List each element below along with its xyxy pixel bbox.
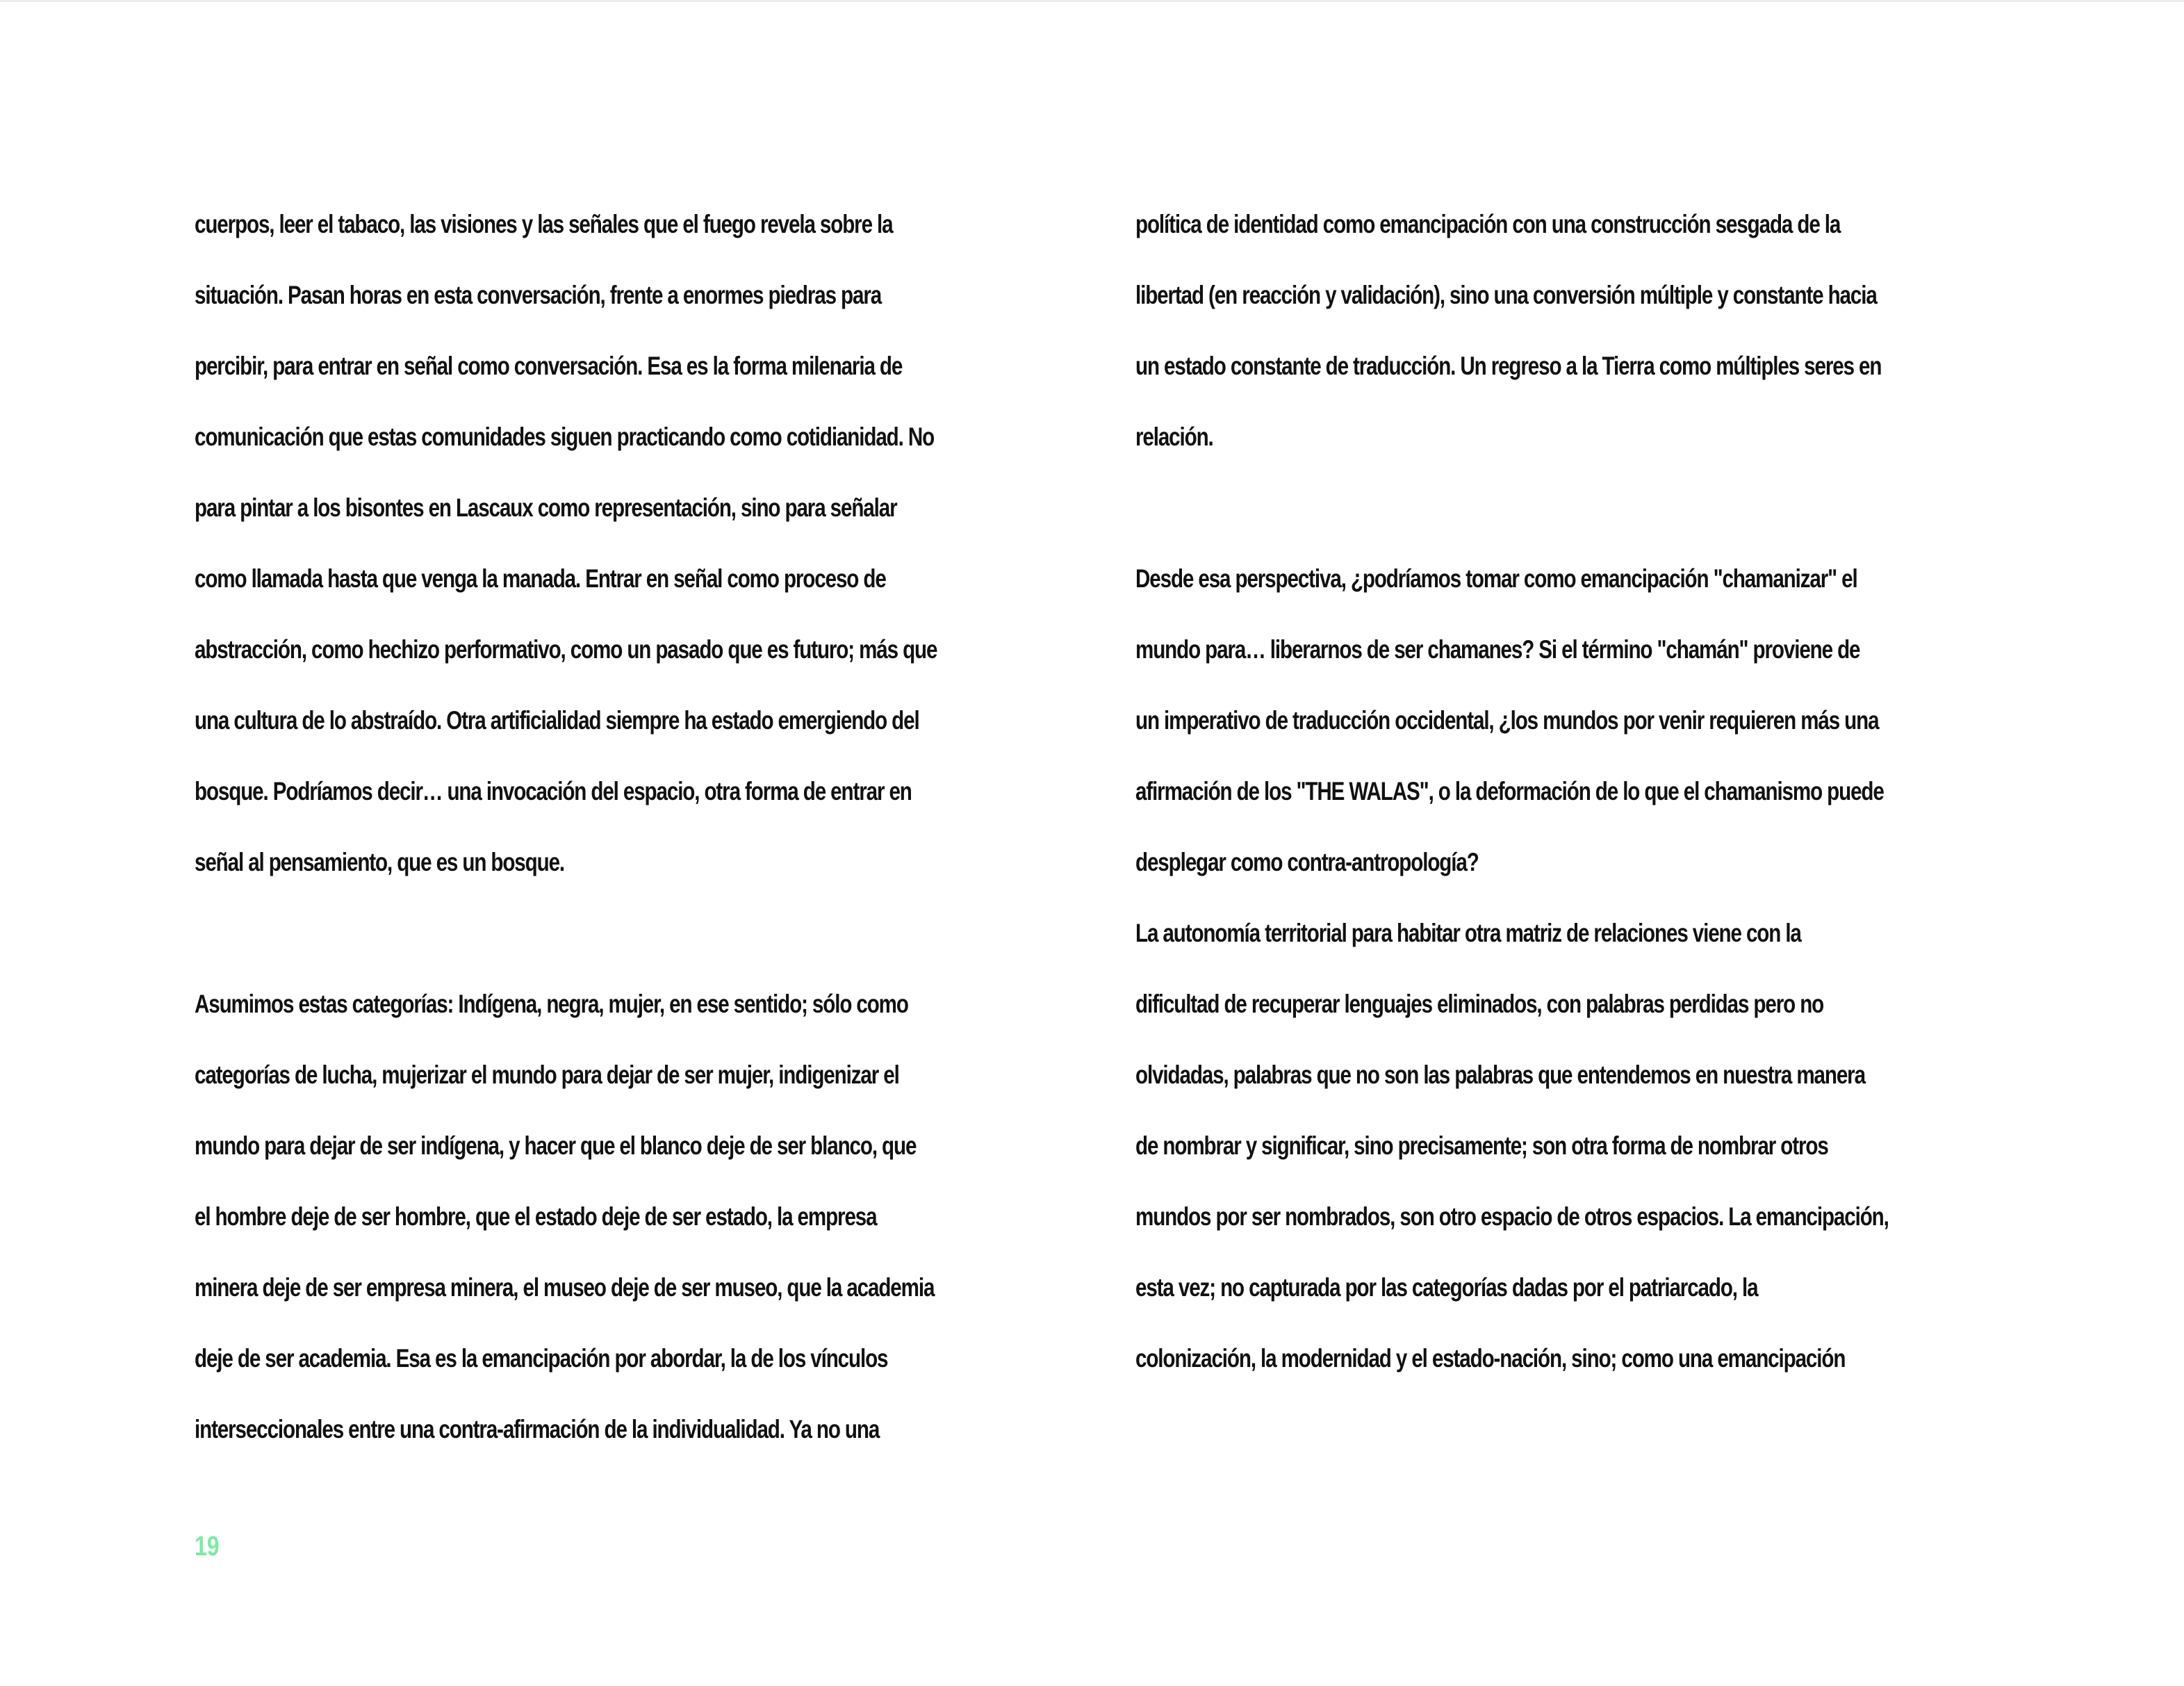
left-column [195,189,937,1465]
text-line: el hombre deje de ser hombre, que el estado deje de ser estado, la empresa [195,1202,877,1231]
text-line: interseccionales entre una contra-afirmación de la individualidad. Ya no una [195,1415,880,1443]
page-number: 19 [195,1531,220,1562]
text-line: un estado constante de traducción. Un regreso a la Tierra como múltiples seres en [1135,352,1882,380]
text-line: La autonomía territorial para habitar otra matriz de relaciones viene con la [1135,919,1801,947]
text-line: de nombrar y significar, sino precisamente; son otra forma de nombrar otros [1135,1131,1828,1160]
text-line: comunicación que estas comunidades siguen practicando como cotidianidad. No [195,423,935,451]
text-line: olvidadas, palabras que no son las palabras que entendemos en nuestra manera [1135,1061,1865,1089]
text-line: un imperativo de traducción occidental, ¿los mundos por venir requieren más una [1135,706,1879,735]
text-line: para pintar a los bisontes en Lascaux como representación, sino para señalar [195,493,897,522]
text-line: relación. [1135,423,1213,451]
right-paragraph-2 [1135,543,1889,898]
text-line: política de identidad como emancipación con una construcción sesgada de la [1135,210,1841,238]
text-line: categorías de lucha, mujerizar el mundo para dejar de ser mujer, indigenizar el [195,1061,899,1089]
top-divider [0,0,2184,2]
text-line: libertad (en reacción y validación), sino una conversión múltiple y constante hacia [1135,281,1877,309]
left-paragraph-2 [195,969,937,1465]
text-line: mundo para dejar de ser indígena, y hacer que el blanco deje de ser blanco, que [195,1131,917,1160]
right-paragraph-1 [1135,189,1889,473]
text-line: mundo para… liberarnos de ser chamanes? Si el término "chamán" proviene de [1135,635,1860,664]
text-line: desplegar como contra-antropología? [1135,848,1479,876]
text-line: una cultura de lo abstraído. Otra artificialidad siempre ha estado emergiendo del [195,706,919,735]
right-paragraph-3 [1135,898,1889,1394]
text-line: mundos por ser nombrados, son otro espacio de otros espacios. La emancipación, [1135,1202,1889,1231]
text-line: como llamada hasta que venga la manada. Entrar en señal como proceso de [195,564,886,593]
text-line: minera deje de ser empresa minera, el museo deje de ser museo, que la academia [195,1273,935,1302]
text-line: percibir, para entrar en señal como conversación. Esa es la forma milenaria de [195,352,903,380]
text-line: Desde esa perspectiva, ¿podríamos tomar como emancipación "chamanizar" el [1135,564,1857,593]
text-line: dificultad de recuperar lenguajes eliminados, con palabras perdidas pero no [1135,990,1824,1018]
text-line: afirmación de los "THE WALAS", o la deformación de lo que el chamanismo puede [1135,777,1884,805]
right-column [1135,189,1889,1394]
text-line: señal al pensamiento, que es un bosque. [195,848,565,876]
paragraph-gap [195,898,937,969]
text-line: abstracción, como hechizo performativo, como un pasado que es futuro; más que [195,635,937,664]
text-line: esta vez; no capturada por las categorías dadas por el patriarcado, la [1135,1273,1758,1302]
left-paragraph-1 [195,189,937,898]
text-line: Asumimos estas categorías: Indígena, negra, mujer, en ese sentido; sólo como [195,990,908,1018]
text-line: deje de ser academia. Esa es la emancipación por abordar, la de los vínculos [195,1344,888,1373]
paragraph-gap [1135,473,1889,543]
text-line: cuerpos, leer el tabaco, las visiones y las señales que el fuego revela sobre la [195,210,893,238]
text-line: colonización, la modernidad y el estado-nación, sino; como una emancipación [1135,1344,1846,1373]
text-line: bosque. Podríamos decir… una invocación del espacio, otra forma de entrar en [195,777,912,805]
text-line: situación. Pasan horas en esta conversación, frente a enormes piedras para [195,281,882,309]
